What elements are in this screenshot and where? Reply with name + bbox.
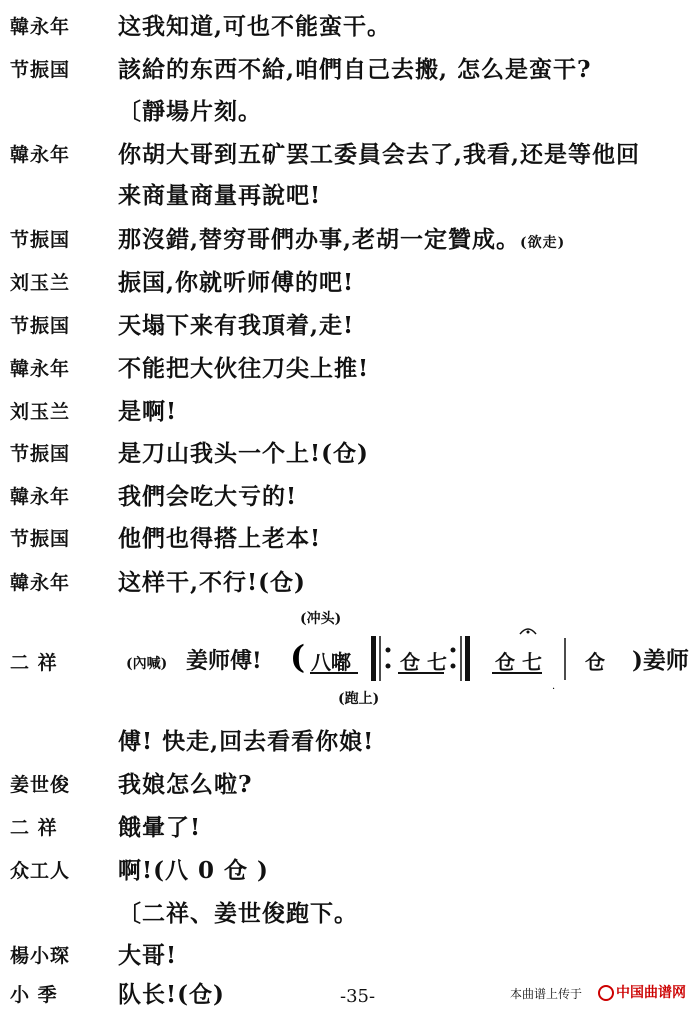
- dialogue-text: 来商量商量再說吧!: [118, 182, 322, 209]
- speaker-name: 韓永年: [10, 486, 71, 508]
- percussion-notation: [0, 600, 700, 710]
- dialogue-text: 該給的东西不給,咱們自己去搬, 怎么是蛮干?: [118, 56, 592, 83]
- repeat-dot: [386, 664, 391, 669]
- speaker-name: 韓永年: [10, 16, 71, 38]
- dialogue-text: 我們会吃大亏的!: [118, 483, 298, 510]
- speaker-name: 二 祥: [10, 652, 58, 674]
- dialogue-text: 是刀山我头一个上!(仓): [118, 440, 369, 467]
- speaker-name: 姜世俊: [10, 774, 71, 796]
- notation-m1: 八嘟: [311, 650, 351, 674]
- open-paren: (: [290, 638, 306, 676]
- dialogue-text: 〔二祥、姜世俊跑下。: [118, 900, 358, 927]
- label-paoshang: (跑上): [338, 691, 380, 707]
- dialogue-text: 大哥!: [118, 942, 178, 969]
- dialogue-text: 振国,你就听师傅的吧!: [118, 269, 355, 296]
- dialogue-text: 你胡大哥到五矿罢工委員会去了,我看,还是等他回: [118, 141, 641, 168]
- dialogue-text: 天塌下来有我頂着,走!: [118, 312, 355, 339]
- dialogue-text: 我娘怎么啦?: [118, 771, 253, 798]
- speaker-name: 楊小琛: [10, 945, 71, 967]
- dialogue-text: 不能把大伙往刀尖上推!: [118, 355, 370, 382]
- page-number: -35-: [340, 986, 376, 1007]
- logo-text: 中国曲谱网: [616, 985, 686, 1001]
- dialogue-text: 队长!(仓): [118, 981, 225, 1008]
- dialogue-text: 啊!(八 0 仓 ): [118, 857, 269, 884]
- speaker-name: 韓永年: [10, 358, 71, 380]
- dialogue-text: 是啊!: [118, 398, 178, 425]
- speaker-name: 节振国: [10, 315, 71, 337]
- repeat-dot: [386, 648, 391, 653]
- repeat-dot: [451, 664, 456, 669]
- speaker-name: 刘玉兰: [10, 401, 71, 423]
- stage-note: (欲走): [520, 235, 566, 251]
- speaker-name: 韓永年: [10, 144, 71, 166]
- dialogue-text: 他們也得搭上老本!: [118, 525, 322, 552]
- label-chongtou: (冲头): [300, 611, 342, 627]
- stage-note: (內喊): [126, 656, 168, 672]
- dialogue-text: 餓暈了!: [118, 814, 202, 841]
- logo-icon: [598, 985, 614, 1001]
- speaker-name: 刘玉兰: [10, 272, 71, 294]
- dialogue-text: 这样干,不行!(仓): [118, 569, 306, 596]
- speaker-name: 二 祥: [10, 817, 58, 839]
- fermata-dot: [527, 631, 530, 634]
- dialogue-text: 姜师傅!: [186, 648, 262, 674]
- repeat-barline-thick: [465, 636, 470, 681]
- notation-m2: 仓 七: [400, 650, 447, 674]
- speaker-name: 众工人: [10, 860, 71, 882]
- dialogue-text: 那沒錯,替穷哥們办事,老胡一定贊成。(欲走): [118, 226, 566, 253]
- dialogue-text: 〔靜場片刻。: [118, 98, 262, 125]
- speaker-name: 节振国: [10, 528, 71, 550]
- repeat-dot: [451, 648, 456, 653]
- source-label: 本曲谱上传于: [510, 987, 583, 1001]
- site-logo[interactable]: [598, 982, 686, 1002]
- notation-m4: 仓: [585, 650, 605, 674]
- speaker-name: 小 季: [10, 984, 58, 1006]
- speaker-name: 节振国: [10, 443, 71, 465]
- dialogue-text: 傅! 快走,回去看看你娘!: [118, 728, 375, 755]
- dialogue-text-tail: )姜师: [632, 647, 689, 674]
- mark-dot: ·: [552, 684, 556, 695]
- dialogue-text: 这我知道,可也不能蛮干。: [118, 13, 392, 40]
- speaker-name: 节振国: [10, 59, 71, 81]
- speaker-name: 节振国: [10, 229, 71, 251]
- notation-m3: 仓 七: [495, 650, 542, 674]
- speaker-name: 韓永年: [10, 572, 71, 594]
- repeat-barline-thick: [371, 636, 376, 681]
